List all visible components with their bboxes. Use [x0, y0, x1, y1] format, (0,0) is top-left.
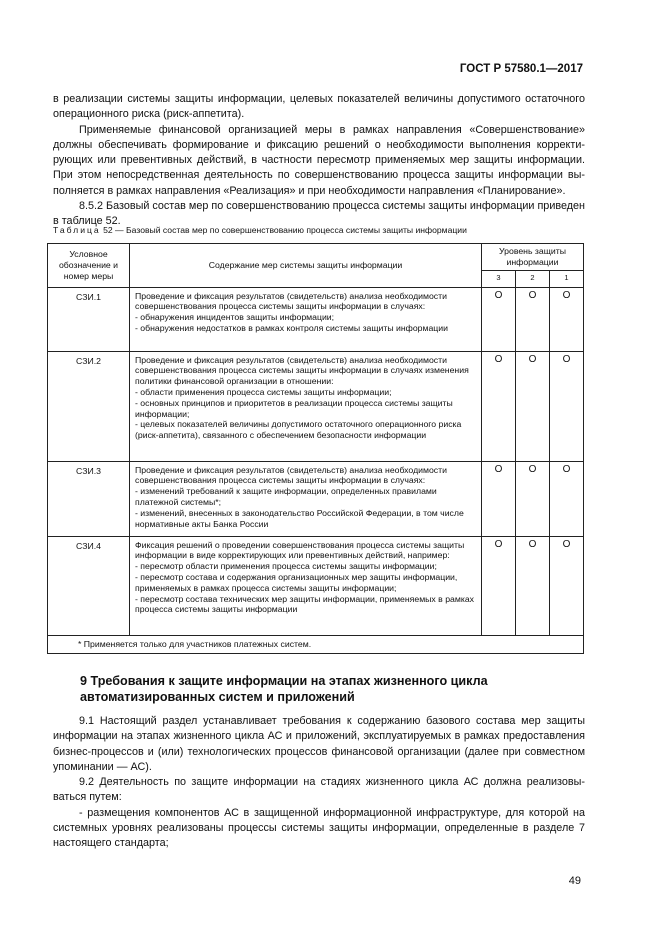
- measure-code: СЗИ.2: [48, 351, 130, 461]
- mark-level-3: О: [482, 536, 516, 635]
- mark-level-2: О: [516, 536, 550, 635]
- mark-level-3: О: [482, 351, 516, 461]
- measure-code: СЗИ.4: [48, 536, 130, 635]
- paragraph: в реализации системы защиты информации, целевых показателей величины допустимого остаточного операционного риска (риск-аппетита).: [53, 93, 585, 121]
- measure-content: Фиксация решений о проведении совершенствования процесса системы защиты информации в виде корректирующих или превентивных действий, например: - пересмотр области применения процесса системы защиты информации; - пересмотр состава и содержания организационных мер защиты информации, применяемых в рамках процесса системы защиты информации; - пересмотр состава технических мер защиты информации, применяемых в рамках процесса системы защиты информации: [130, 536, 482, 635]
- mark-level-1: О: [550, 287, 584, 351]
- paragraph: 9.1 Настоящий раздел устанавливает требования к содержанию базового состава мер защиты информации на этапах жизненного цикла АС и приложений, эксплуатируемых в рамках предоставления бизнес-процессов и (или) технологических процессов финансовой организации (далее при совместном упоминании — АС).: [53, 715, 585, 773]
- level-3: 3: [482, 270, 516, 287]
- table-caption-text: 52 — Базовый состав мер по совершенствованию процесса системы защиты информации: [103, 225, 467, 235]
- intro-text: [53, 92, 585, 230]
- level-2: 2: [516, 270, 550, 287]
- section-text: [53, 714, 585, 852]
- measure-code: СЗИ.3: [48, 461, 130, 536]
- mark-level-3: О: [482, 287, 516, 351]
- table-footnote: * Применяется только для участников платежных систем.: [48, 635, 584, 654]
- header-code: Условное обозначение и номер меры: [48, 244, 130, 288]
- table-caption-label: Таблица: [53, 225, 101, 235]
- measure-code: СЗИ.1: [48, 287, 130, 351]
- paragraph: 9.2 Деятельность по защите информации на стадиях жизненного цикла АС должна реализовываться путем:: [53, 776, 585, 804]
- table-header-row: [48, 244, 584, 271]
- table-row: [48, 287, 584, 351]
- paragraph: - размещения компонентов АС в защищенной информационной инфраструктуре, для которой на системных уровнях реализованы процессы системы защиты информации, определенные в разделе 7 настоящего стандарта;: [53, 806, 585, 850]
- section-heading: 9 Требования к защите информации на этапах жизненного цикла автоматизированных систем и приложений: [80, 674, 488, 704]
- measure-content: Проведение и фиксация результатов (свидетельств) анализа необходимости совершенствования процесса системы защиты информации в случаях: - обнаружения инцидентов защиты информации; - обнаружения недостатков в рамках контроля системы защиты информации: [130, 287, 482, 351]
- mark-level-1: О: [550, 351, 584, 461]
- document-number: ГОСТ Р 57580.1—2017: [459, 63, 583, 75]
- table-row: [48, 351, 584, 461]
- measure-content: Проведение и фиксация результатов (свидетельств) анализа необходимости совершенствования процесса системы защиты информации в случаях: - изменений требований к защите информации, определенных правилами платежной системы*; - изменений, внесенных в законодательство Российской Федерации, в том числе нормативные акты Банка России: [130, 461, 482, 536]
- mark-level-1: О: [550, 536, 584, 635]
- measures-table: [47, 243, 584, 654]
- table-caption: [53, 225, 467, 235]
- header-content: Содержание мер системы защиты информации: [130, 244, 482, 288]
- mark-level-2: О: [516, 351, 550, 461]
- measure-content: Проведение и фиксация результатов (свидетельств) анализа необходимости совершенствования процесса системы защиты информации в случаях изменения политики финансовой организации в отношении: - области применения процесса системы защиты информации; - основных принципов и приоритетов в реализации процесса системы защиты информации; - целевых показателей величины допустимого остаточного операционного риска (риск-аппетита), связанного с обеспечением безопасности информации: [130, 351, 482, 461]
- header-level: Уровень защиты информации: [482, 244, 584, 271]
- mark-level-2: О: [516, 287, 550, 351]
- mark-level-3: О: [482, 461, 516, 536]
- paragraph: Применяемые финансовой организацией меры в рамках направления «Совершенствование» должны обеспечивать формирование и фиксацию решений о необходимости выполнения корректирующих или превентивных действий, в частности пересмотр применяемых мер защиты информации. При этом непосредственная деятельность по совершенствованию процесса защиты информации выполняется в рамках направления «Реализация» и при необходимости направления «Планирование».: [53, 123, 585, 197]
- level-1: 1: [550, 270, 584, 287]
- mark-level-2: О: [516, 461, 550, 536]
- paragraph: 8.5.2 Базовый состав мер по совершенствованию процесса системы защиты информации приведен в таблице 52.: [53, 200, 585, 228]
- table-row: [48, 461, 584, 536]
- mark-level-1: О: [550, 461, 584, 536]
- page-number: 49: [568, 875, 581, 887]
- table-row: [48, 536, 584, 635]
- table-footnote-row: [48, 635, 584, 654]
